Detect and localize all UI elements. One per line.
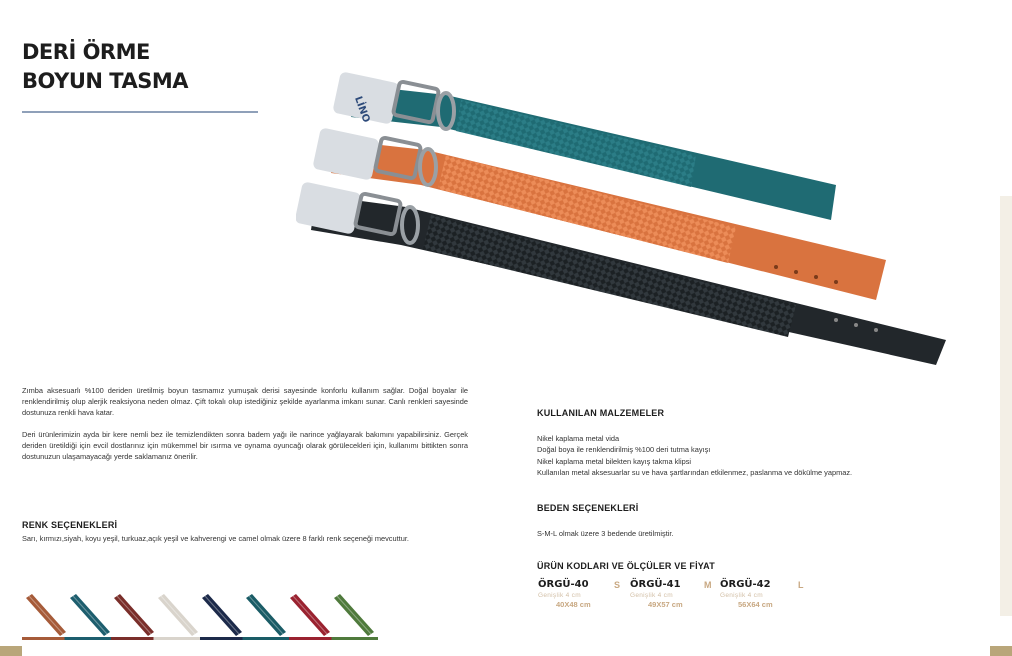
color-swatch: [26, 594, 66, 636]
color-swatch: [202, 594, 242, 636]
code-item: [630, 579, 722, 609]
colors-text: Sarı, kırmızı,siyah, koyu yeşil, turkuaz,açık yeşil ve kahverengi ve camel olmak üzere 8 farklı renk seçeneği mevcuttur.: [22, 534, 409, 543]
title-line-1: DERİ ÖRME: [22, 40, 150, 64]
materials-heading: KULLANILAN MALZEMELER: [537, 408, 665, 418]
code-name: ÖRGÜ-41: [630, 579, 681, 590]
collar-tag-text-1: LİNO: [352, 95, 372, 125]
code-dims: 40X48 cm: [556, 600, 591, 609]
color-swatch: [114, 594, 154, 636]
description-paragraph-2: Deri ürünlerimizin ayda bir kere nemli bez ile temizlendikten sonra badem yağı ile narince yağlayarak bakımını yapabilirsiniz. Gerçek deriden üretildiği için evcil dostlarınız için mükemmel bir ısırma ve oynama oyuncağı olarak görülecekleri için, kullanımı bittikten sonra dostunuzun ulaşamayacağı yerde saklamanız önerilir.: [22, 429, 468, 462]
color-swatch: [158, 594, 198, 636]
product-description: [22, 385, 468, 472]
product-photo: [296, 55, 966, 380]
code-width: Genişlik 4 cm: [630, 592, 673, 599]
page-title: [22, 38, 188, 96]
title-line-2: BOYUN TASMA: [22, 69, 188, 93]
corner-accent-left: [0, 646, 22, 656]
swatch-baseline: [22, 637, 378, 640]
materials-list: [537, 433, 852, 478]
code-size: S: [614, 580, 621, 590]
title-underline: [22, 111, 258, 113]
sizes-text: S-M-L olmak üzere 3 bedende üretilmiştir.: [537, 529, 674, 538]
side-accent-bar: [1000, 196, 1012, 616]
materials-item: Nikel kaplama metal bilekten kayış takma klipsi: [537, 456, 692, 466]
colors-heading: RENK SEÇENEKLERİ: [22, 520, 118, 530]
color-swatch: [70, 594, 110, 636]
description-paragraph-1: Zımba aksesuarlı %100 deriden üretilmiş boyun tasmamız yumuşak derisi sayesinde konforlu kullanım sağlar. Doğal boyalar ile renklendirilmiş olup alerjik reaksiyona neden olmaz. Çift tokalı olup istediğiniz şekilde ayarlanma imkanı sunar. Canlı renkleri sayesinde dostunuza renkli hava katar.: [22, 386, 468, 418]
code-dims: 56X64 cm: [738, 600, 773, 609]
code-width: Genişlik 4 cm: [538, 592, 581, 599]
materials-item: Kullanılan metal aksesuarlar su ve hava şartlarından etkilenmez, paslanma ve dökülme yapmaz.: [537, 467, 853, 477]
sizes-heading: BEDEN SEÇENEKLERİ: [537, 503, 639, 513]
code-name: ÖRGÜ-42: [720, 579, 771, 590]
code-width: Genişlik 4 cm: [720, 592, 763, 599]
code-dims: 49X57 cm: [648, 600, 683, 609]
code-name: ÖRGÜ-40: [538, 579, 589, 590]
corner-accent-right: [990, 646, 1012, 656]
materials-item: Nikel kaplama metal vida: [537, 434, 620, 443]
code-item: [720, 579, 812, 609]
code-size: M: [704, 580, 712, 590]
materials-item: Doğal boya ile renklendirilmiş %100 deri tutma kayışı: [537, 445, 711, 455]
color-swatch: [246, 594, 286, 636]
code-item: [538, 579, 630, 609]
color-swatch: [290, 594, 330, 636]
color-swatches: [22, 592, 378, 640]
code-size: L: [798, 580, 804, 590]
codes-heading: ÜRÜN KODLARI VE ÖLÇÜLER VE FİYAT: [537, 561, 715, 571]
color-swatch: [334, 594, 374, 636]
